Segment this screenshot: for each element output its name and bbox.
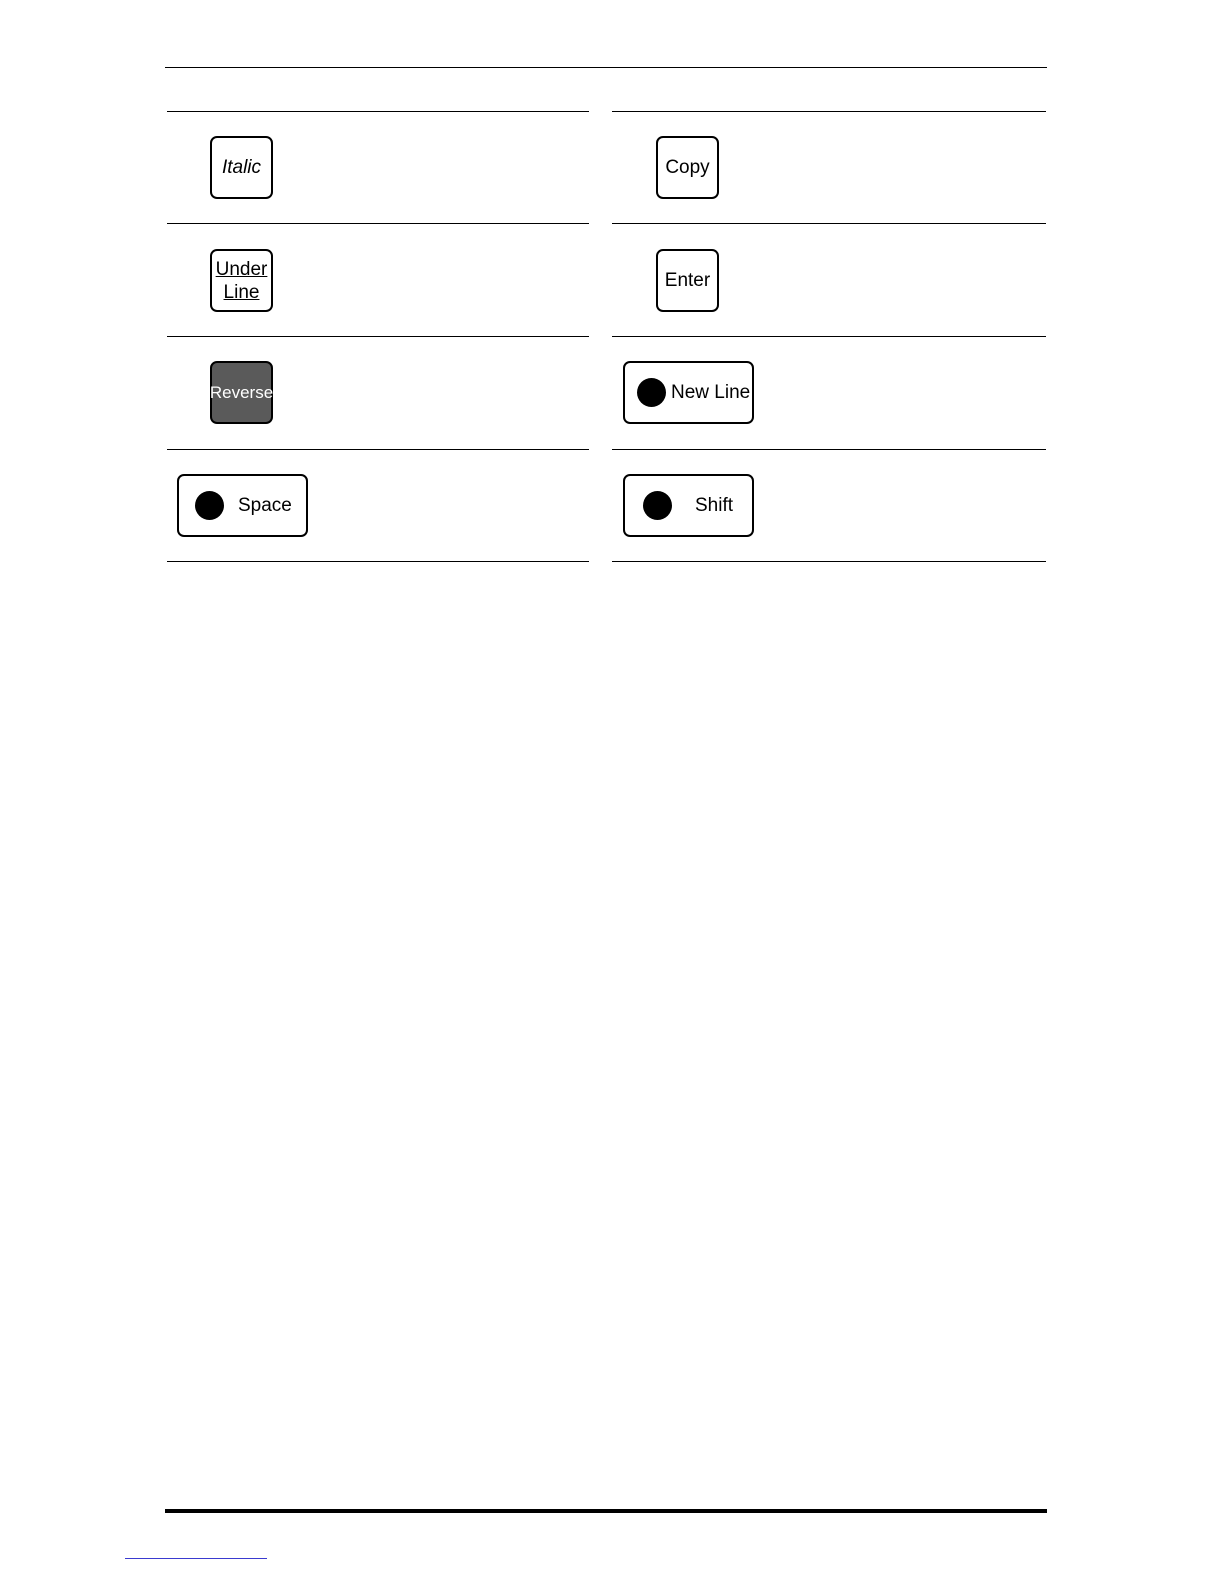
copy-key-label: Copy	[665, 157, 710, 178]
bullet-icon	[637, 378, 666, 407]
enter-key	[656, 249, 719, 312]
top-rule	[165, 67, 1047, 68]
shift-key	[623, 474, 754, 537]
left-row-divider	[167, 449, 589, 450]
bottom-rule	[165, 1509, 1047, 1513]
footer-link-underline[interactable]	[125, 1558, 267, 1559]
left-row-divider	[167, 336, 589, 337]
left-row-divider	[167, 223, 589, 224]
left-row-divider	[167, 111, 589, 112]
right-row-divider	[612, 111, 1046, 112]
right-row-divider	[612, 336, 1046, 337]
right-row-divider	[612, 223, 1046, 224]
italic-key	[210, 136, 273, 199]
copy-key	[656, 136, 719, 199]
bullet-icon	[195, 491, 224, 520]
underline-key-label-line2: Line	[223, 281, 260, 303]
left-row-divider	[167, 561, 589, 562]
right-row-divider	[612, 449, 1046, 450]
new-line-key	[623, 361, 754, 424]
shift-key-label: Shift	[695, 495, 734, 516]
underline-key-label-line1: Under	[215, 258, 268, 280]
space-key	[177, 474, 308, 537]
reverse-key	[210, 361, 273, 424]
italic-key-label: Italic	[221, 157, 262, 178]
reverse-key-label: Reverse	[209, 383, 274, 402]
underline-key-label	[216, 258, 268, 304]
new-line-key-label: New Line	[671, 382, 751, 403]
space-key-label: Space	[238, 495, 292, 516]
enter-key-label: Enter	[664, 270, 711, 291]
underline-key	[210, 249, 273, 312]
right-row-divider	[612, 561, 1046, 562]
bullet-icon	[643, 491, 672, 520]
